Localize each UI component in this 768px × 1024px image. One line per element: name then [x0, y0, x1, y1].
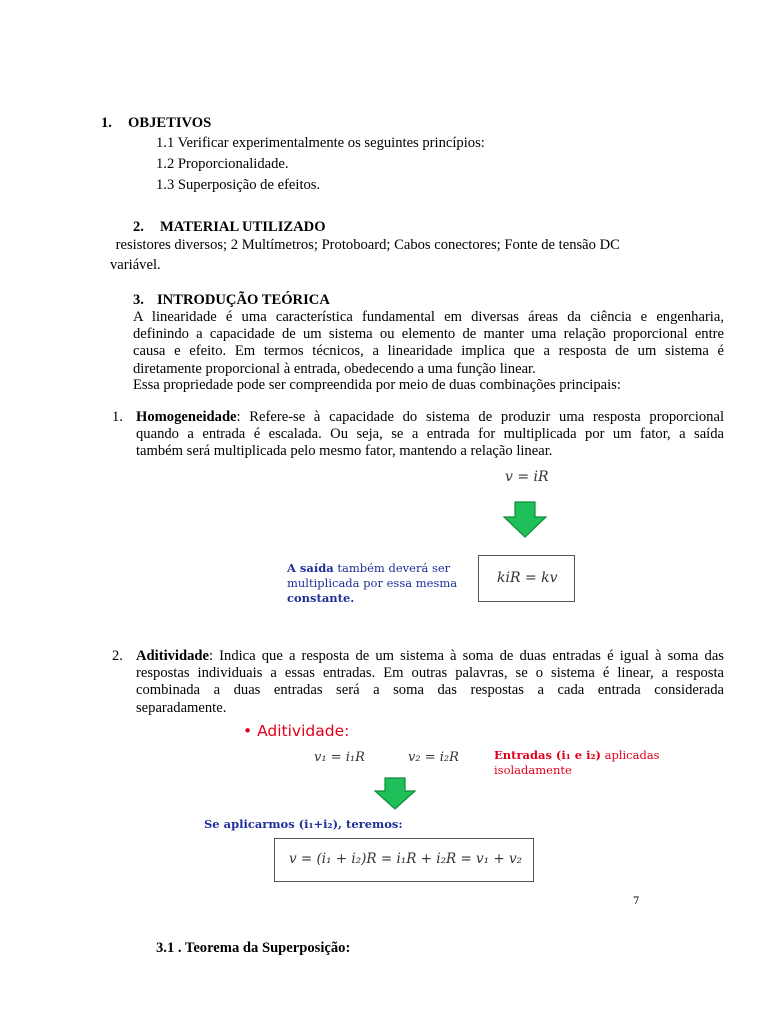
item2-term: Aditividade: [136, 648, 209, 664]
item1-paragraph: [136, 409, 724, 461]
down-arrow-icon: [503, 501, 547, 538]
item2-first-rest: : Indica que a resposta de um sistema à soma de duas entradas é igual à soma das: [208, 648, 724, 664]
item1-number: 1.: [112, 409, 123, 425]
item2-paragraph: [136, 648, 724, 717]
fig2-title: • Aditividade:: [243, 722, 350, 740]
objective-item: 1.1 Verificar experimentalmente os seguintes princípios:: [156, 135, 485, 151]
material-line: resistores diversos; 2 Multímetros; Protoboard; Cabos conectores; Fonte de tensão DC: [112, 237, 620, 253]
section1-number: 1.: [101, 115, 112, 131]
fig2-apply-text: Se aplicarmos (i₁+i₂), teremos:: [204, 817, 403, 831]
fig2-note-line: isoladamente: [494, 763, 572, 777]
equation-v2: v₂ = i₂R: [408, 750, 459, 765]
section3-title: INTRODUÇÃO TEÓRICA: [157, 292, 330, 308]
fig1-note: [287, 561, 457, 606]
fig1-note-rest: também deverá ser: [333, 561, 451, 575]
page-number: 7: [633, 896, 640, 907]
item1-first-line: [136, 409, 724, 426]
item2-first-line: [136, 648, 724, 665]
fig2-note-bold: Entradas (i₁ e i₂): [494, 748, 601, 762]
item1-first-rest: : Refere-se à capacidade do sistema de produzir uma resposta proporcional: [236, 409, 724, 425]
objective-item: 1.3 Superposição de efeitos.: [156, 177, 321, 193]
section3-number: 3.: [133, 292, 144, 308]
intro-line: causa e efeito. Em termos técnicos, a linearidade implica que a resposta de um sistema é: [133, 343, 724, 360]
fig1-note-bold: A saída: [287, 561, 334, 575]
section2-number: 2.: [133, 219, 144, 235]
fig1-note-line: constante.: [287, 591, 355, 605]
item2-line: combinada a duas entradas será a soma das respostas a cada entrada considerada: [136, 682, 724, 699]
section1-title: OBJETIVOS: [128, 115, 212, 131]
section2-title: MATERIAL UTILIZADO: [160, 219, 326, 235]
item2-line: separadamente.: [136, 699, 227, 716]
equation-box-additivity: [274, 838, 534, 882]
fig1-note-line: multiplicada por essa mesma: [287, 576, 458, 590]
item1-line: quando a entrada é escalada. Ou seja, se a entrada for multiplicada por um fator, a saída: [136, 426, 724, 443]
item1-term: Homogeneidade: [136, 409, 237, 425]
intro-line: diretamente proporcional à entrada, obedecendo a uma função linear.: [133, 360, 536, 377]
intro-paragraph-2: Essa propriedade pode ser compreendida por meio de duas combinações principais:: [133, 377, 621, 393]
down-arrow-icon: [374, 777, 416, 810]
intro-paragraph: [133, 309, 724, 378]
section31-title: 3.1 . Teorema da Superposição:: [156, 940, 351, 956]
equation-scaled: kiR = kv: [497, 570, 558, 586]
material-line: variável.: [110, 257, 161, 273]
item2-number: 2.: [112, 648, 123, 664]
fig2-note: [494, 748, 660, 778]
intro-line: A linearidade é uma característica fundamental em diversas áreas da ciência e engenharia,: [133, 309, 724, 325]
equation-superposition: v = (i₁ + i₂)R = i₁R + i₂R = v₁ + v₂: [289, 851, 523, 867]
item1-line: também será multiplicada pelo mesmo fator, mantendo a relação linear.: [136, 443, 553, 460]
equation-v1: v₁ = i₁R: [314, 750, 365, 765]
equation-box-homogeneity: [478, 555, 575, 602]
objective-item: 1.2 Proporcionalidade.: [156, 156, 289, 172]
intro-line: definindo a capacidade de um sistema ou elemento de manter uma relação proporcional entre: [133, 326, 724, 343]
item2-line: respostas individuais a essas entradas. Em outras palavras, se o sistema é linear, a resposta: [136, 665, 724, 682]
fig2-note-rest: aplicadas: [600, 748, 660, 762]
equation-ohm: v = iR: [505, 469, 549, 485]
